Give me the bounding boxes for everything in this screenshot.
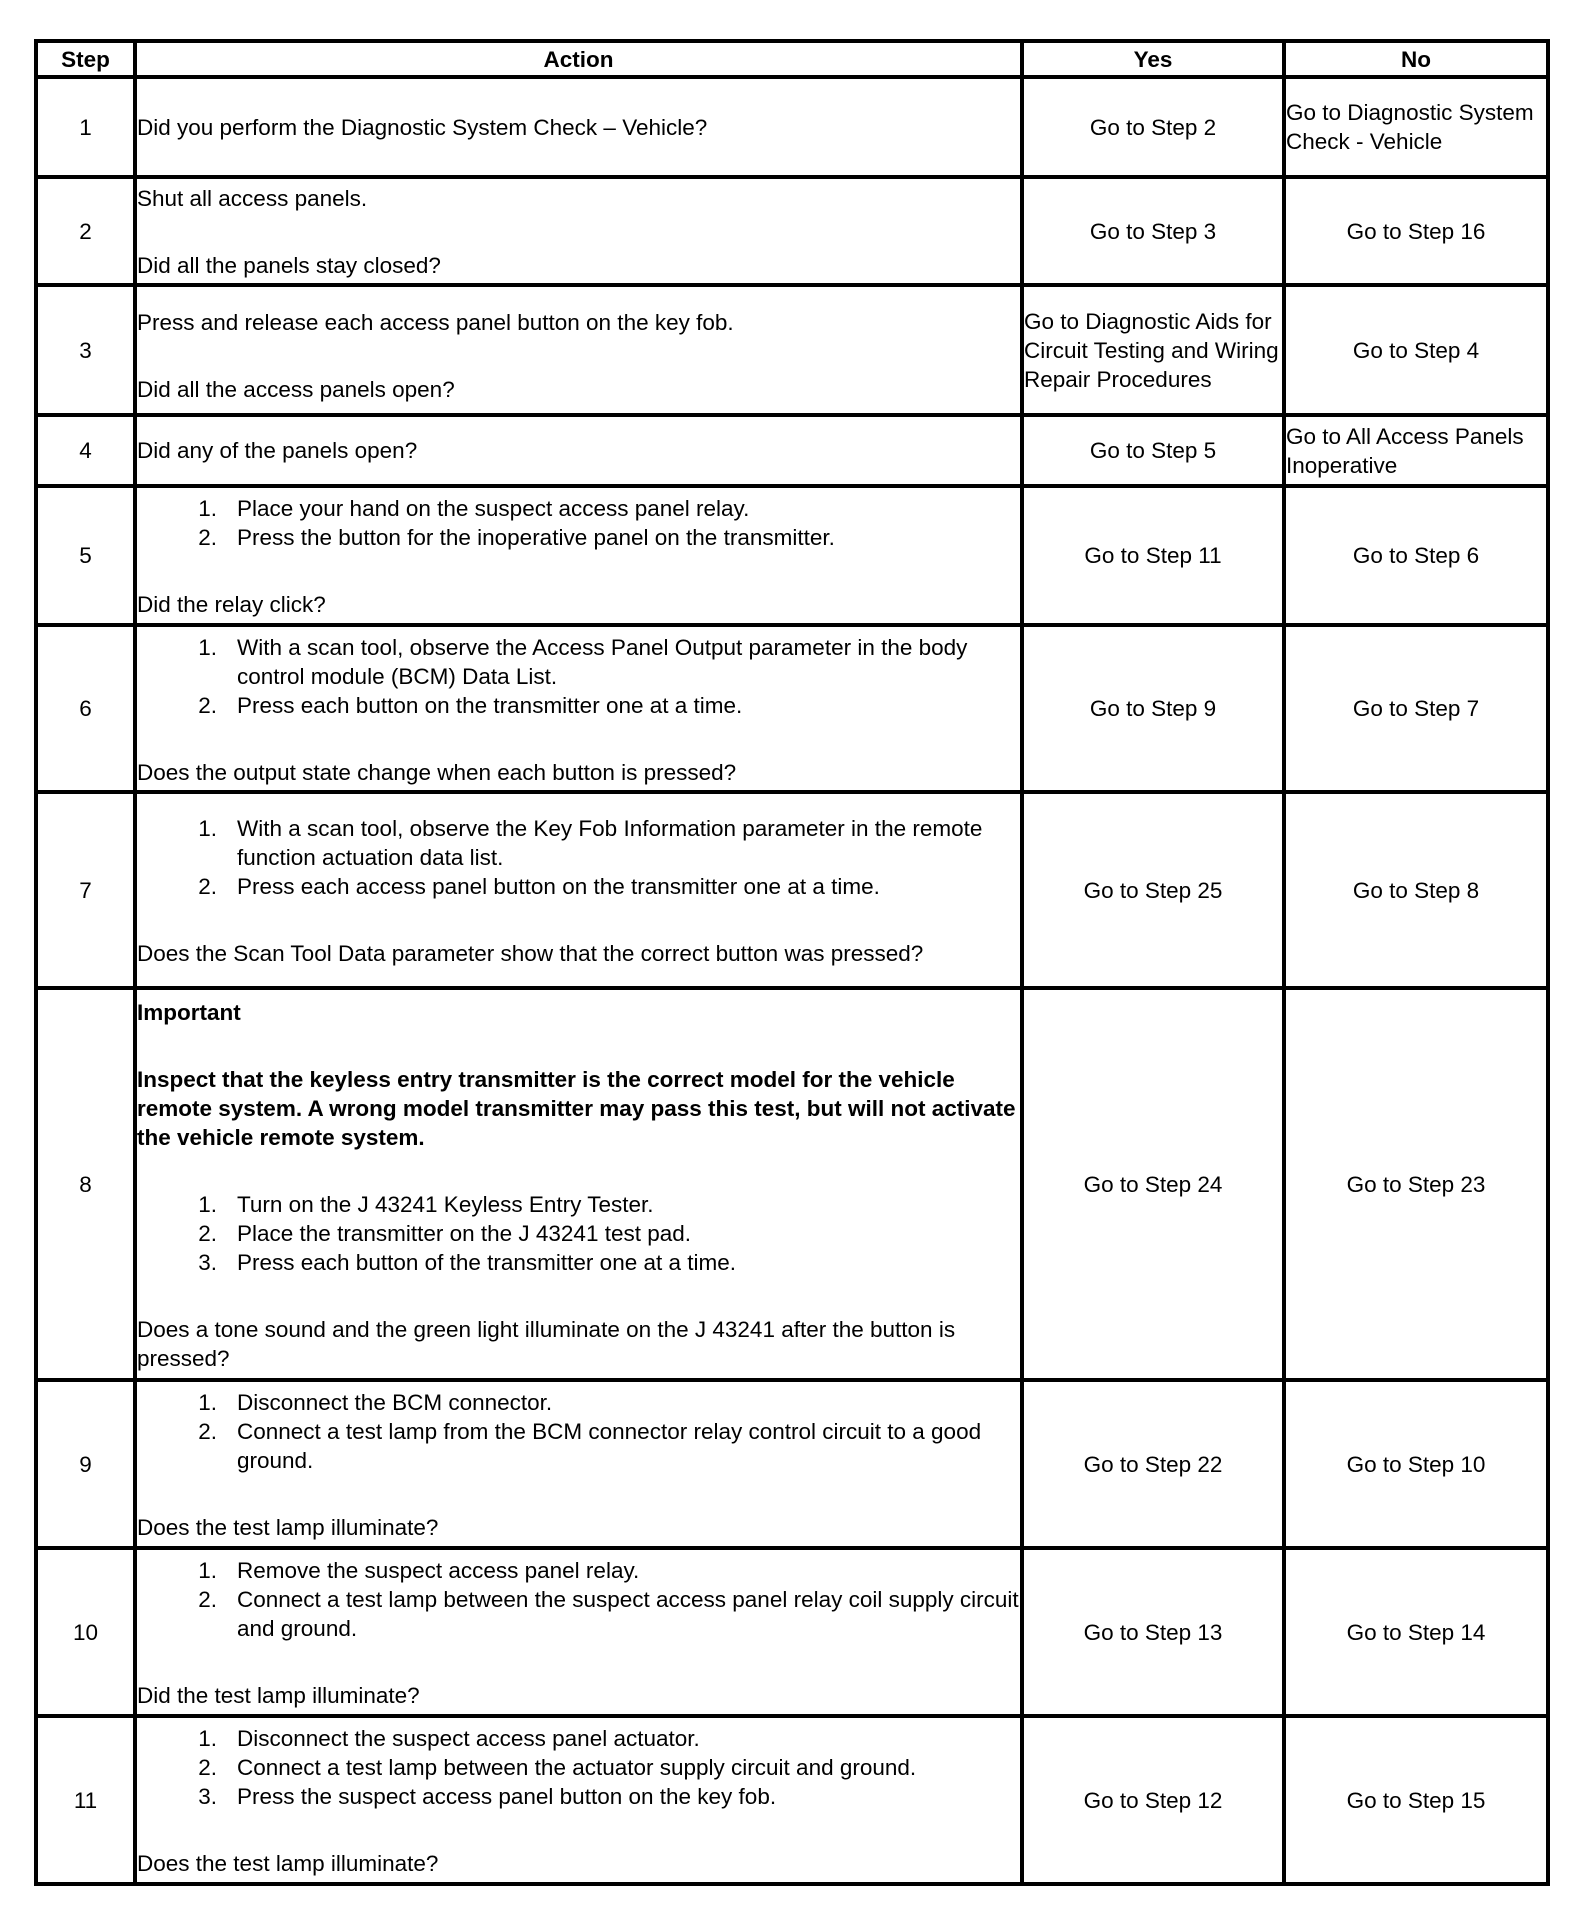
action-question: Does the output state change when each button is pressed? bbox=[137, 759, 737, 785]
no-cell: Go to Step 23 bbox=[1284, 988, 1548, 1380]
action-question: Does the Scan Tool Data parameter show that the correct button was pressed? bbox=[137, 941, 924, 966]
substep bbox=[137, 814, 1020, 872]
no-cell: Go to Step 7 bbox=[1284, 625, 1548, 792]
substep-text: Remove the suspect access panel relay. bbox=[237, 1558, 640, 1583]
no-cell: Go to Step 15 bbox=[1284, 1716, 1548, 1884]
action-cell bbox=[135, 792, 1022, 988]
no-cell: Go to All Access Panels Inoperative bbox=[1284, 415, 1548, 486]
yes-cell: Go to Step 12 bbox=[1022, 1716, 1284, 1884]
table-row bbox=[36, 415, 1548, 486]
no-cell: Go to Diagnostic System Check - Vehicle bbox=[1284, 77, 1548, 177]
table-row bbox=[36, 1716, 1548, 1884]
substep-number: 1. bbox=[198, 1191, 217, 1217]
table-row bbox=[36, 77, 1548, 177]
action-cell bbox=[135, 1716, 1022, 1884]
substep-number: 2. bbox=[198, 1419, 217, 1444]
table-row bbox=[36, 486, 1548, 625]
action-cell bbox=[135, 1548, 1022, 1716]
header-row bbox=[36, 41, 1548, 77]
action-cell bbox=[135, 988, 1022, 1380]
no-cell: Go to Step 16 bbox=[1284, 177, 1548, 285]
substep-list bbox=[137, 1190, 1020, 1277]
important-note: Inspect that the keyless entry transmitter is the correct model for the vehicle remote system. A wrong model transmitter may pass this test, but will not activate the vehicle remote system. bbox=[137, 1066, 1016, 1150]
yes-cell: Go to Step 9 bbox=[1022, 625, 1284, 792]
substep-text: Place your hand on the suspect access panel relay. bbox=[237, 496, 750, 521]
substep bbox=[137, 1724, 1020, 1753]
substep-list bbox=[137, 1556, 1020, 1643]
no-cell: Go to Step 6 bbox=[1284, 486, 1548, 625]
action-intro: Press and release each access panel button on the key fob. bbox=[137, 310, 734, 335]
substep-number: 2. bbox=[198, 874, 217, 899]
step-number: 6 bbox=[36, 625, 135, 792]
action-question: Does the test lamp illuminate? bbox=[137, 1851, 439, 1876]
table-row bbox=[36, 988, 1548, 1380]
substep-text: Press the suspect access panel button on the key fob. bbox=[237, 1784, 777, 1809]
substep bbox=[137, 1388, 1020, 1417]
substep-number: 1. bbox=[198, 634, 217, 660]
table-row bbox=[36, 792, 1548, 988]
yes-cell: Go to Step 25 bbox=[1022, 792, 1284, 988]
step-number: 5 bbox=[36, 486, 135, 625]
substep-list bbox=[137, 1724, 1020, 1811]
action-question: Did the test lamp illuminate? bbox=[137, 1683, 420, 1708]
action-cell bbox=[135, 1380, 1022, 1548]
action-cell bbox=[135, 415, 1022, 486]
yes-cell: Go to Diagnostic Aids for Circuit Testing and Wiring Repair Procedures bbox=[1022, 285, 1284, 415]
substep-text: With a scan tool, observe the Key Fob Information parameter in the remote function actuation data list. bbox=[237, 816, 983, 870]
yes-cell: Go to Step 13 bbox=[1022, 1548, 1284, 1716]
substep-number: 2. bbox=[198, 1587, 217, 1612]
action-cell bbox=[135, 285, 1022, 415]
substep-text: Disconnect the BCM connector. bbox=[237, 1390, 553, 1415]
step-number: 8 bbox=[36, 988, 135, 1380]
action-question: Does the test lamp illuminate? bbox=[137, 1515, 439, 1540]
substep-number: 2. bbox=[198, 525, 217, 550]
substep-text: Connect a test lamp between the suspect access panel relay coil supply circuit and ground. bbox=[237, 1587, 1019, 1641]
substep-list bbox=[137, 1388, 1020, 1475]
no-cell: Go to Step 10 bbox=[1284, 1380, 1548, 1548]
step-number: 9 bbox=[36, 1380, 135, 1548]
no-cell: Go to Step 14 bbox=[1284, 1548, 1548, 1716]
substep bbox=[137, 1753, 1020, 1782]
action-question: Did the relay click? bbox=[137, 592, 326, 617]
substep bbox=[137, 872, 1020, 901]
substep-number: 2. bbox=[198, 692, 217, 718]
substep-number: 1. bbox=[198, 1726, 217, 1751]
action-cell bbox=[135, 177, 1022, 285]
step-number: 4 bbox=[36, 415, 135, 486]
step-number: 11 bbox=[36, 1716, 135, 1884]
substep-text: Disconnect the suspect access panel actuator. bbox=[237, 1726, 700, 1751]
substep-text: Press each access panel button on the transmitter one at a time. bbox=[237, 874, 880, 899]
substep-text: Press the button for the inoperative panel on the transmitter. bbox=[237, 525, 835, 550]
substep-text: Press each button on the transmitter one at a time. bbox=[237, 692, 743, 718]
action-question: Did all the panels stay closed? bbox=[137, 253, 441, 278]
yes-cell: Go to Step 3 bbox=[1022, 177, 1284, 285]
action-cell bbox=[135, 625, 1022, 792]
substep-number: 1. bbox=[198, 1390, 217, 1415]
substep-number: 3. bbox=[198, 1784, 217, 1809]
step-number: 1 bbox=[36, 77, 135, 177]
yes-cell: Go to Step 2 bbox=[1022, 77, 1284, 177]
step-number: 3 bbox=[36, 285, 135, 415]
substep bbox=[137, 494, 1020, 523]
action-question: Did you perform the Diagnostic System Check – Vehicle? bbox=[137, 114, 708, 140]
substep bbox=[137, 1190, 1020, 1219]
substep-number: 2. bbox=[198, 1220, 217, 1246]
step-number: 7 bbox=[36, 792, 135, 988]
no-cell: Go to Step 8 bbox=[1284, 792, 1548, 988]
substep-text: Connect a test lamp between the actuator supply circuit and ground. bbox=[237, 1755, 917, 1780]
substep bbox=[137, 1556, 1020, 1585]
substep bbox=[137, 1248, 1020, 1277]
substep-number: 2. bbox=[198, 1755, 217, 1780]
substep-text: Turn on the J 43241 Keyless Entry Tester. bbox=[237, 1191, 654, 1217]
action-question: Does a tone sound and the green light illuminate on the J 43241 after the button is pressed? bbox=[137, 1316, 956, 1371]
table-row bbox=[36, 1548, 1548, 1716]
substep-text: Place the transmitter on the J 43241 test pad. bbox=[237, 1220, 692, 1246]
diagnostic-table bbox=[34, 39, 1550, 1886]
important-title: Important bbox=[137, 999, 241, 1025]
substep bbox=[137, 523, 1020, 552]
substep bbox=[137, 1417, 1020, 1475]
action-question: Did any of the panels open? bbox=[137, 438, 418, 463]
substep-number: 3. bbox=[198, 1249, 217, 1275]
header-yes: Yes bbox=[1022, 41, 1284, 77]
header-action: Action bbox=[135, 41, 1022, 77]
no-cell: Go to Step 4 bbox=[1284, 285, 1548, 415]
substep bbox=[137, 633, 1020, 691]
substep-text: Press each button of the transmitter one at a time. bbox=[237, 1249, 737, 1275]
yes-cell: Go to Step 24 bbox=[1022, 988, 1284, 1380]
step-number: 10 bbox=[36, 1548, 135, 1716]
substep-number: 1. bbox=[198, 496, 217, 521]
substep-list bbox=[137, 494, 1020, 552]
action-cell bbox=[135, 486, 1022, 625]
yes-cell: Go to Step 11 bbox=[1022, 486, 1284, 625]
action-intro: Shut all access panels. bbox=[137, 186, 368, 211]
table-row bbox=[36, 625, 1548, 792]
header-no: No bbox=[1284, 41, 1548, 77]
table-row bbox=[36, 285, 1548, 415]
substep-list bbox=[137, 814, 1020, 901]
action-question: Did all the access panels open? bbox=[137, 377, 455, 402]
action-cell bbox=[135, 77, 1022, 177]
substep bbox=[137, 1782, 1020, 1811]
yes-cell: Go to Step 22 bbox=[1022, 1380, 1284, 1548]
substep-text: Connect a test lamp from the BCM connector relay control circuit to a good ground. bbox=[237, 1419, 982, 1473]
table-row bbox=[36, 177, 1548, 285]
substep-text: With a scan tool, observe the Access Panel Output parameter in the body control module (BCM) Data List. bbox=[237, 634, 968, 689]
substep bbox=[137, 691, 1020, 720]
substep bbox=[137, 1219, 1020, 1248]
header-step: Step bbox=[36, 41, 135, 77]
step-number: 2 bbox=[36, 177, 135, 285]
substep bbox=[137, 1585, 1020, 1643]
substep-number: 1. bbox=[198, 816, 217, 841]
substep-list bbox=[137, 633, 1020, 720]
yes-cell: Go to Step 5 bbox=[1022, 415, 1284, 486]
substep-number: 1. bbox=[198, 1558, 217, 1583]
table-row bbox=[36, 1380, 1548, 1548]
